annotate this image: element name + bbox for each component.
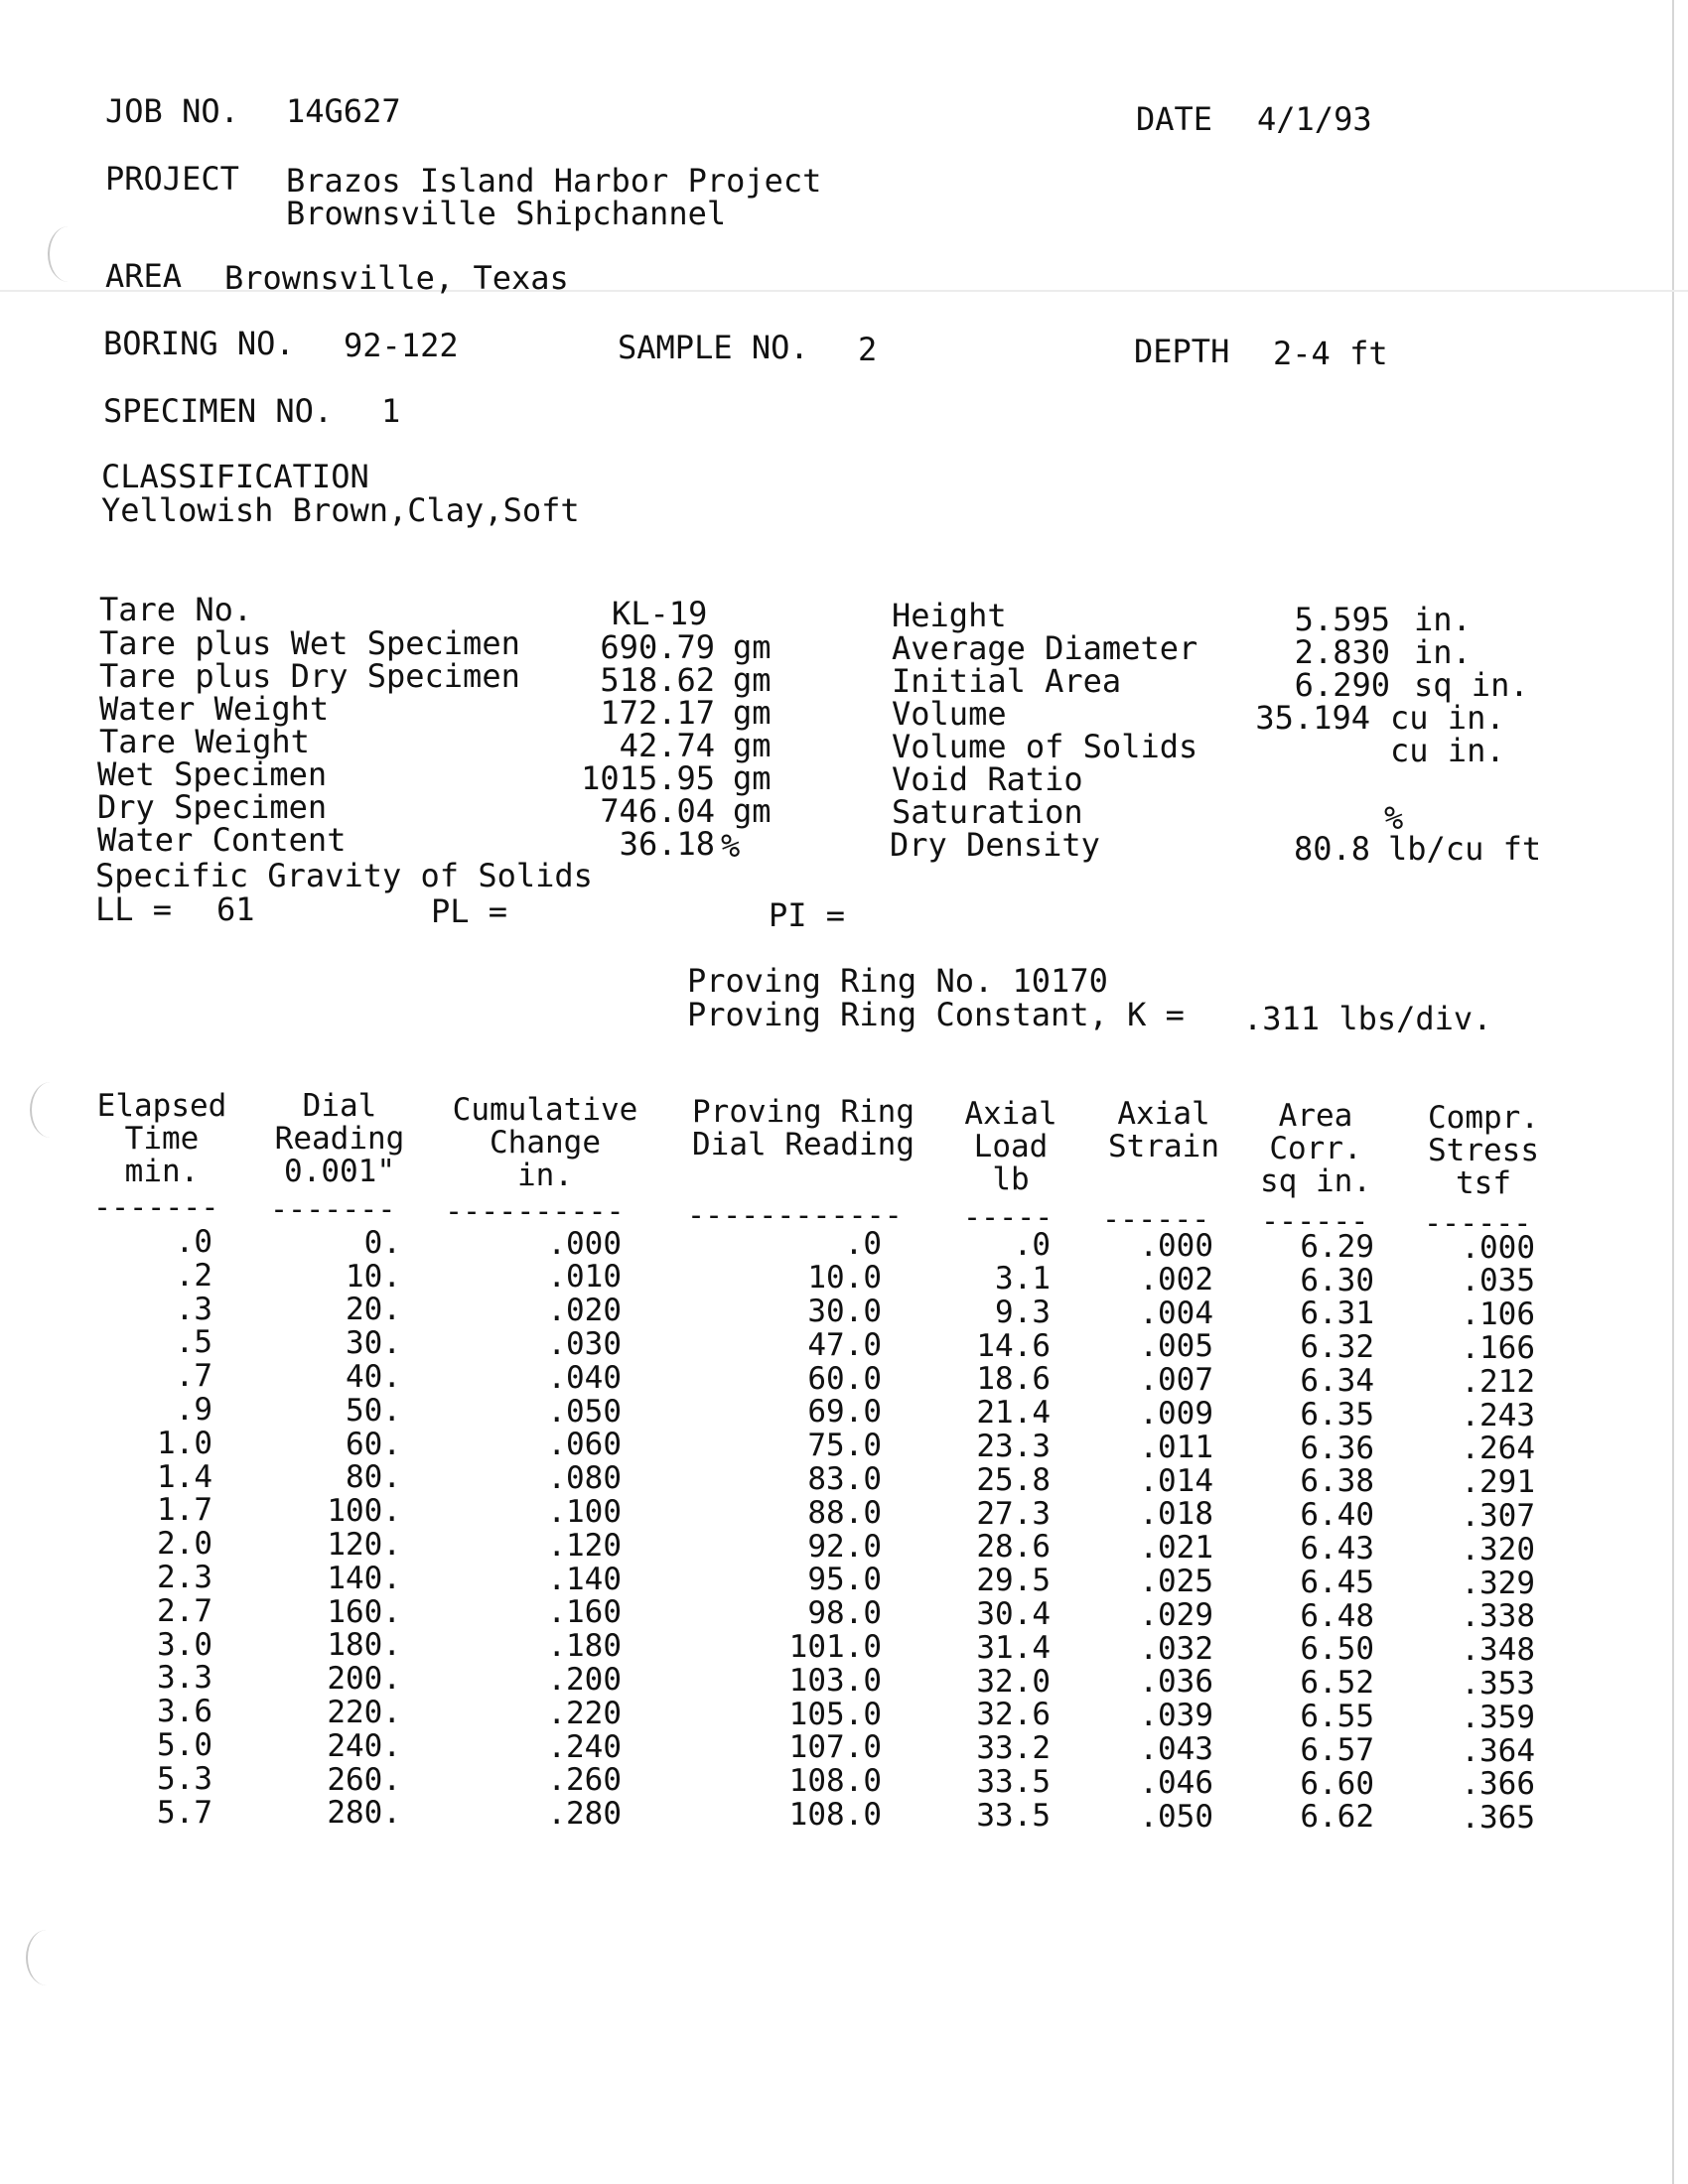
cell-axial-load: 32.0 bbox=[976, 1664, 1051, 1700]
cell-area-corr: 6.34 bbox=[1300, 1363, 1374, 1399]
cell-cumulative-change: .240 bbox=[547, 1729, 622, 1765]
header-rule: ------- bbox=[270, 1192, 396, 1227]
cell-compr-stress: .212 bbox=[1461, 1364, 1535, 1400]
col-header-compr-stress: Compr. Stress tsf bbox=[1428, 1100, 1539, 1201]
cell-elapsed-time: 3.6 bbox=[157, 1694, 212, 1729]
prop-unit: lb/cu ft bbox=[1388, 830, 1542, 868]
prop-unit: gm bbox=[733, 727, 772, 764]
cell-elapsed-time: .0 bbox=[175, 1224, 212, 1260]
cell-area-corr: 6.40 bbox=[1300, 1497, 1374, 1533]
prop-unit: gm bbox=[733, 628, 772, 666]
cell-proving-ring-reading: 108.0 bbox=[788, 1763, 882, 1799]
cell-axial-strain: .000 bbox=[1139, 1228, 1213, 1264]
binder-hole-mark bbox=[26, 1930, 68, 1985]
cell-elapsed-time: .5 bbox=[175, 1324, 212, 1360]
cell-compr-stress: .320 bbox=[1461, 1532, 1535, 1568]
cell-dial-reading: 220. bbox=[327, 1695, 401, 1730]
tare-no-label: Tare No. bbox=[99, 591, 253, 628]
cell-elapsed-time: 1.7 bbox=[157, 1492, 212, 1528]
cell-cumulative-change: .120 bbox=[547, 1528, 622, 1564]
prop-value: 690.79 bbox=[600, 628, 715, 666]
cell-elapsed-time: .7 bbox=[175, 1358, 212, 1394]
area-label: AREA bbox=[105, 257, 183, 295]
cell-compr-stress: .035 bbox=[1461, 1263, 1535, 1298]
cell-area-corr: 6.35 bbox=[1300, 1397, 1374, 1433]
cell-dial-reading: 50. bbox=[346, 1393, 401, 1429]
cell-cumulative-change: .050 bbox=[547, 1394, 622, 1430]
cell-area-corr: 6.60 bbox=[1300, 1766, 1374, 1802]
cell-compr-stress: .329 bbox=[1461, 1566, 1535, 1601]
prop-unit: gm bbox=[733, 661, 772, 699]
area-value: Brownsville, Texas bbox=[224, 259, 569, 297]
cell-area-corr: 6.62 bbox=[1300, 1799, 1374, 1835]
cell-area-corr: 6.32 bbox=[1300, 1329, 1374, 1365]
prop-label: Dry Density bbox=[890, 826, 1100, 864]
prop-label: Tare plus Wet Specimen bbox=[99, 624, 520, 662]
cell-area-corr: 6.57 bbox=[1300, 1732, 1374, 1768]
cell-axial-strain: .009 bbox=[1139, 1396, 1213, 1432]
col-header-cumulative-change: Cumulative Change in. bbox=[452, 1092, 638, 1193]
cell-axial-load: 21.4 bbox=[976, 1395, 1051, 1431]
cell-elapsed-time: 2.7 bbox=[157, 1593, 212, 1629]
prop-label: Saturation bbox=[892, 793, 1083, 831]
cell-dial-reading: 200. bbox=[327, 1661, 401, 1697]
cell-compr-stress: .348 bbox=[1461, 1632, 1535, 1668]
sample-label: SAMPLE NO. bbox=[618, 329, 809, 366]
cell-cumulative-change: .060 bbox=[547, 1427, 622, 1462]
height-value: 5.595 bbox=[1294, 601, 1390, 638]
cell-compr-stress: .243 bbox=[1461, 1398, 1535, 1433]
cell-axial-strain: .050 bbox=[1139, 1799, 1213, 1835]
date-label: DATE bbox=[1136, 100, 1213, 138]
prop-value: 746.04 bbox=[600, 792, 715, 830]
cell-compr-stress: .359 bbox=[1461, 1700, 1535, 1735]
cell-proving-ring-reading: 98.0 bbox=[807, 1595, 882, 1631]
cell-axial-load: 33.2 bbox=[976, 1730, 1051, 1766]
cell-area-corr: 6.36 bbox=[1300, 1431, 1374, 1466]
col-header-dial-reading: Dial Reading 0.001" bbox=[274, 1088, 405, 1189]
prop-label: Initial Area bbox=[892, 662, 1122, 700]
cell-proving-ring-reading: 10.0 bbox=[807, 1260, 882, 1296]
cell-axial-strain: .004 bbox=[1139, 1296, 1213, 1331]
cell-dial-reading: 0. bbox=[363, 1225, 401, 1261]
col-header-axial-strain: Axial Strain bbox=[1108, 1096, 1219, 1164]
boring-label: BORING NO. bbox=[103, 325, 295, 362]
cell-elapsed-time: 3.0 bbox=[157, 1627, 212, 1663]
prop-value: 1015.95 bbox=[581, 759, 715, 797]
cell-elapsed-time: 3.3 bbox=[157, 1660, 212, 1696]
cell-dial-reading: 120. bbox=[327, 1527, 401, 1563]
cell-axial-load: 33.5 bbox=[976, 1798, 1051, 1834]
prop-label: Tare Weight bbox=[99, 723, 310, 760]
prop-label: Dry Specimen bbox=[97, 788, 328, 826]
cell-axial-strain: .007 bbox=[1139, 1362, 1213, 1398]
cell-axial-load: 28.6 bbox=[976, 1529, 1051, 1565]
cell-cumulative-change: .100 bbox=[547, 1494, 622, 1530]
cell-proving-ring-reading: 107.0 bbox=[788, 1729, 882, 1765]
cell-compr-stress: .366 bbox=[1461, 1766, 1535, 1802]
prop-unit: gm bbox=[733, 759, 772, 797]
cell-axial-strain: .032 bbox=[1139, 1631, 1213, 1667]
cell-elapsed-time: 1.4 bbox=[157, 1459, 212, 1495]
cell-axial-strain: .002 bbox=[1139, 1262, 1213, 1297]
boring-number: 92-122 bbox=[344, 327, 459, 364]
cell-dial-reading: 80. bbox=[346, 1459, 401, 1495]
cell-axial-strain: .036 bbox=[1139, 1664, 1213, 1700]
cell-cumulative-change: .040 bbox=[547, 1360, 622, 1396]
cell-dial-reading: 20. bbox=[346, 1292, 401, 1327]
header-rule: ------- bbox=[93, 1190, 219, 1225]
proving-ring-no: Proving Ring No. 10170 bbox=[687, 962, 1108, 1000]
cell-proving-ring-reading: 95.0 bbox=[807, 1562, 882, 1597]
prop-value: 36.18 bbox=[619, 825, 715, 863]
cell-elapsed-time: 5.3 bbox=[157, 1761, 212, 1797]
cell-axial-load: 3.1 bbox=[995, 1261, 1051, 1297]
cell-dial-reading: 30. bbox=[346, 1325, 401, 1361]
cell-proving-ring-reading: 101.0 bbox=[788, 1629, 882, 1665]
cell-axial-load: 23.3 bbox=[976, 1429, 1051, 1464]
depth-label: DEPTH bbox=[1134, 333, 1230, 370]
header-rule: ------------ bbox=[687, 1198, 903, 1233]
cell-cumulative-change: .020 bbox=[547, 1293, 622, 1328]
cell-axial-load: .0 bbox=[1013, 1227, 1051, 1263]
cell-area-corr: 6.55 bbox=[1300, 1699, 1374, 1734]
cell-dial-reading: 260. bbox=[327, 1762, 401, 1798]
cell-elapsed-time: .2 bbox=[175, 1258, 212, 1294]
cell-area-corr: 6.30 bbox=[1300, 1263, 1374, 1298]
col-header-elapsed-time: Elapsed Time min. bbox=[96, 1088, 227, 1189]
cell-axial-strain: .018 bbox=[1139, 1496, 1213, 1532]
cell-axial-strain: .029 bbox=[1139, 1597, 1213, 1633]
depth-value: 2-4 ft bbox=[1273, 335, 1388, 372]
cell-elapsed-time: .3 bbox=[175, 1292, 212, 1327]
cell-cumulative-change: .220 bbox=[547, 1696, 622, 1731]
cell-axial-strain: .046 bbox=[1139, 1765, 1213, 1801]
cell-elapsed-time: 5.0 bbox=[157, 1727, 212, 1763]
cell-proving-ring-reading: 83.0 bbox=[807, 1461, 882, 1497]
cell-axial-strain: .011 bbox=[1139, 1430, 1213, 1465]
cell-axial-load: 18.6 bbox=[976, 1361, 1051, 1397]
binder-hole-mark bbox=[48, 226, 89, 282]
cell-elapsed-time: 5.7 bbox=[157, 1795, 212, 1831]
cell-proving-ring-reading: 88.0 bbox=[807, 1495, 882, 1531]
cell-compr-stress: .365 bbox=[1461, 1800, 1535, 1836]
cell-dial-reading: 100. bbox=[327, 1493, 401, 1529]
cell-dial-reading: 280. bbox=[327, 1795, 401, 1831]
job-number: 14G627 bbox=[286, 92, 401, 130]
cell-axial-load: 33.5 bbox=[976, 1764, 1051, 1800]
header-rule: ------ bbox=[1102, 1202, 1210, 1237]
cell-axial-load: 31.4 bbox=[976, 1630, 1051, 1666]
cell-dial-reading: 10. bbox=[346, 1259, 401, 1295]
prop-value: 2.830 bbox=[1294, 633, 1390, 671]
prop-value: 6.290 bbox=[1294, 666, 1390, 704]
cell-proving-ring-reading: 108.0 bbox=[788, 1797, 882, 1833]
cell-axial-load: 9.3 bbox=[995, 1295, 1051, 1330]
cell-elapsed-time: 2.3 bbox=[157, 1560, 212, 1595]
specimen-label: SPECIMEN NO. bbox=[103, 392, 334, 430]
cell-area-corr: 6.31 bbox=[1300, 1296, 1374, 1331]
cell-dial-reading: 140. bbox=[327, 1561, 401, 1596]
prop-label: Water Content bbox=[97, 821, 347, 859]
height-label: Height bbox=[892, 597, 1007, 634]
cell-axial-load: 14.6 bbox=[976, 1328, 1051, 1364]
cell-dial-reading: 160. bbox=[327, 1594, 401, 1630]
cell-compr-stress: .338 bbox=[1461, 1598, 1535, 1634]
cell-elapsed-time: .9 bbox=[175, 1392, 212, 1428]
header-rule: ----- bbox=[963, 1200, 1054, 1235]
cell-elapsed-time: 1.0 bbox=[157, 1426, 212, 1461]
cell-axial-strain: .021 bbox=[1139, 1530, 1213, 1566]
cell-compr-stress: .291 bbox=[1461, 1464, 1535, 1500]
cell-proving-ring-reading: 75.0 bbox=[807, 1428, 882, 1463]
tare-no-value: KL-19 bbox=[612, 595, 708, 632]
sample-number: 2 bbox=[858, 331, 878, 368]
cell-axial-load: 27.3 bbox=[976, 1496, 1051, 1532]
prop-value: 80.8 bbox=[1293, 830, 1370, 868]
cell-proving-ring-reading: 60.0 bbox=[807, 1361, 882, 1397]
cell-axial-load: 30.4 bbox=[976, 1596, 1051, 1632]
cell-proving-ring-reading: 47.0 bbox=[807, 1327, 882, 1363]
prop-unit: cu in. bbox=[1390, 732, 1505, 769]
cell-proving-ring-reading: 105.0 bbox=[788, 1697, 882, 1732]
cell-cumulative-change: .140 bbox=[547, 1562, 622, 1597]
prop-unit: % bbox=[1384, 799, 1404, 837]
prop-value: 518.62 bbox=[600, 661, 715, 699]
ll-label: LL = bbox=[95, 890, 173, 928]
cell-area-corr: 6.43 bbox=[1300, 1531, 1374, 1567]
project-label: PROJECT bbox=[105, 160, 239, 198]
cell-axial-strain: .005 bbox=[1139, 1328, 1213, 1364]
cell-cumulative-change: .260 bbox=[547, 1762, 622, 1798]
prop-unit: gm bbox=[733, 694, 772, 732]
cell-cumulative-change: .000 bbox=[547, 1226, 622, 1262]
cell-axial-strain: .039 bbox=[1139, 1698, 1213, 1733]
cell-elapsed-time: 2.0 bbox=[157, 1526, 212, 1562]
cell-compr-stress: .166 bbox=[1461, 1330, 1535, 1366]
cell-axial-strain: .025 bbox=[1139, 1564, 1213, 1599]
prop-value: 42.74 bbox=[619, 727, 715, 764]
pi-label: PI = bbox=[769, 896, 846, 934]
prop-label: Void Ratio bbox=[892, 760, 1083, 798]
cell-dial-reading: 180. bbox=[327, 1627, 401, 1663]
proving-ring-constant-label: Proving Ring Constant, K = bbox=[687, 996, 1185, 1033]
cell-cumulative-change: .160 bbox=[547, 1594, 622, 1630]
project-line-1: Brazos Island Harbor Project bbox=[286, 162, 822, 200]
cell-cumulative-change: .010 bbox=[547, 1259, 622, 1295]
cell-proving-ring-reading: 30.0 bbox=[807, 1294, 882, 1329]
col-header-proving-ring: Proving Ring Dial Reading bbox=[692, 1094, 914, 1162]
cell-area-corr: 6.48 bbox=[1300, 1598, 1374, 1634]
cell-cumulative-change: .080 bbox=[547, 1460, 622, 1496]
cell-proving-ring-reading: .0 bbox=[844, 1226, 882, 1262]
prop-unit: sq in. bbox=[1414, 666, 1529, 704]
ll-value: 61 bbox=[216, 890, 255, 928]
cell-dial-reading: 60. bbox=[346, 1427, 401, 1462]
cell-dial-reading: 240. bbox=[327, 1728, 401, 1764]
cell-axial-strain: .043 bbox=[1139, 1731, 1213, 1767]
col-header-area-corr: Area Corr. sq in. bbox=[1260, 1098, 1371, 1199]
col-header-axial-load: Axial Load lb bbox=[964, 1096, 1057, 1197]
cell-area-corr: 6.45 bbox=[1300, 1565, 1374, 1600]
date-value: 4/1/93 bbox=[1257, 100, 1372, 138]
cell-proving-ring-reading: 92.0 bbox=[807, 1529, 882, 1565]
job-label: JOB NO. bbox=[105, 92, 239, 130]
header-rule: ------ bbox=[1261, 1204, 1369, 1239]
classification-label: CLASSIFICATION bbox=[101, 458, 369, 495]
cell-cumulative-change: .030 bbox=[547, 1326, 622, 1362]
cell-proving-ring-reading: 103.0 bbox=[788, 1663, 882, 1699]
binder-hole-mark bbox=[30, 1082, 71, 1138]
cell-compr-stress: .264 bbox=[1461, 1431, 1535, 1466]
proving-ring-constant-value: .311 lbs/div. bbox=[1243, 1000, 1492, 1037]
cell-compr-stress: .000 bbox=[1461, 1230, 1535, 1266]
cell-cumulative-change: .180 bbox=[547, 1628, 622, 1664]
prop-value: 172.17 bbox=[600, 694, 715, 732]
cell-compr-stress: .353 bbox=[1461, 1666, 1535, 1702]
cell-axial-strain: .014 bbox=[1139, 1463, 1213, 1499]
cell-compr-stress: .307 bbox=[1461, 1498, 1535, 1534]
cell-cumulative-change: .280 bbox=[547, 1796, 622, 1832]
cell-compr-stress: .364 bbox=[1461, 1733, 1535, 1769]
project-line-2: Brownsville Shipchannel bbox=[286, 195, 727, 232]
header-rule: ---------- bbox=[445, 1194, 625, 1229]
specific-gravity-label: Specific Gravity of Solids bbox=[95, 857, 593, 894]
cell-compr-stress: .106 bbox=[1461, 1297, 1535, 1332]
prop-label: Volume bbox=[892, 695, 1007, 733]
prop-label: Tare plus Dry Specimen bbox=[99, 657, 520, 695]
height-unit: in. bbox=[1414, 601, 1472, 638]
cell-axial-load: 29.5 bbox=[976, 1563, 1051, 1598]
cell-proving-ring-reading: 69.0 bbox=[807, 1394, 882, 1430]
cell-area-corr: 6.38 bbox=[1300, 1463, 1374, 1499]
specimen-number: 1 bbox=[381, 392, 401, 430]
classification-value: Yellowish Brown,Clay,Soft bbox=[101, 491, 580, 529]
cell-axial-load: 32.6 bbox=[976, 1697, 1051, 1732]
prop-value: 35.194 bbox=[1255, 699, 1370, 737]
prop-label: Wet Specimen bbox=[97, 755, 328, 793]
prop-unit: gm bbox=[733, 792, 772, 830]
cell-area-corr: 6.52 bbox=[1300, 1665, 1374, 1701]
cell-dial-reading: 40. bbox=[346, 1359, 401, 1395]
cell-cumulative-change: .200 bbox=[547, 1662, 622, 1698]
cell-area-corr: 6.29 bbox=[1300, 1229, 1374, 1265]
cell-area-corr: 6.50 bbox=[1300, 1631, 1374, 1667]
prop-label: Average Diameter bbox=[892, 629, 1198, 667]
prop-label: Water Weight bbox=[99, 690, 330, 728]
cell-axial-load: 25.8 bbox=[976, 1462, 1051, 1498]
prop-unit: in. bbox=[1414, 633, 1472, 671]
header-rule: ------ bbox=[1424, 1206, 1532, 1241]
prop-unit: % bbox=[721, 827, 741, 865]
prop-unit: cu in. bbox=[1390, 699, 1505, 737]
prop-label: Volume of Solids bbox=[892, 728, 1198, 765]
pl-label: PL = bbox=[431, 892, 508, 930]
page-edge-shadow bbox=[1672, 0, 1674, 2184]
